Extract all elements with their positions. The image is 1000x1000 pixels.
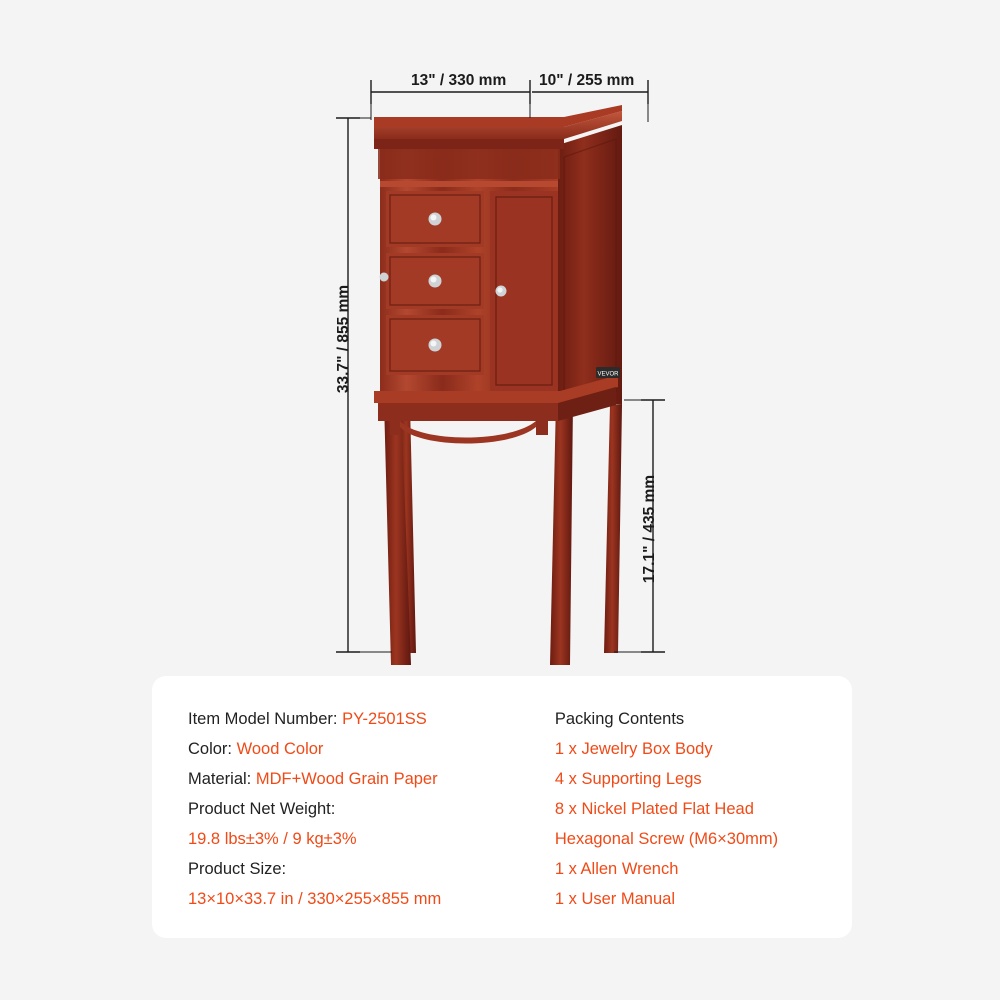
packing-item: 1 x Allen Wrench: [554, 860, 679, 878]
spec-card: [152, 676, 852, 938]
svg-text:VEVOR: VEVOR: [597, 371, 619, 378]
spec-label-model: Item Model Number:: [188, 710, 338, 728]
spec-label-weight: Product Net Weight:: [188, 800, 336, 818]
packing-item: 8 x Nickel Plated Flat Head: [554, 800, 754, 818]
packing-item: 4 x Supporting Legs: [554, 770, 702, 788]
spec-label-size: Product Size:: [188, 860, 287, 878]
spec-value-model: PY-2501SS: [342, 710, 427, 728]
spec-value-color: Wood Color: [236, 740, 324, 758]
packing-item: 1 x User Manual: [554, 890, 675, 908]
spec-row-color: [188, 734, 515, 764]
spec-label-color: Color:: [188, 740, 233, 758]
dimension-label-width: 13" / 330 mm: [411, 72, 507, 89]
dimension-label-leg-height: 17.1" / 435 mm: [641, 474, 658, 584]
spec-row-model: [188, 704, 515, 734]
spec-value-size: 13×10×33.7 in / 330×255×855 mm: [188, 890, 442, 908]
packing-title: Packing Contents: [554, 710, 685, 728]
spec-row-material: [188, 764, 515, 794]
spec-value-material: MDF+Wood Grain Paper: [255, 770, 438, 788]
dimension-label-total-height: 33.7" / 855 mm: [335, 284, 352, 394]
spec-column: [188, 704, 515, 914]
spec-label-material: Material:: [188, 770, 252, 788]
spec-value-weight: 19.8 lbs±3% / 9 kg±3%: [188, 830, 357, 848]
dimension-label-depth: 10" / 255 mm: [539, 72, 635, 89]
packing-column: [555, 704, 852, 914]
packing-item: Hexagonal Screw (M6×30mm): [554, 830, 779, 848]
packing-item: 1 x Jewelry Box Body: [554, 740, 713, 758]
